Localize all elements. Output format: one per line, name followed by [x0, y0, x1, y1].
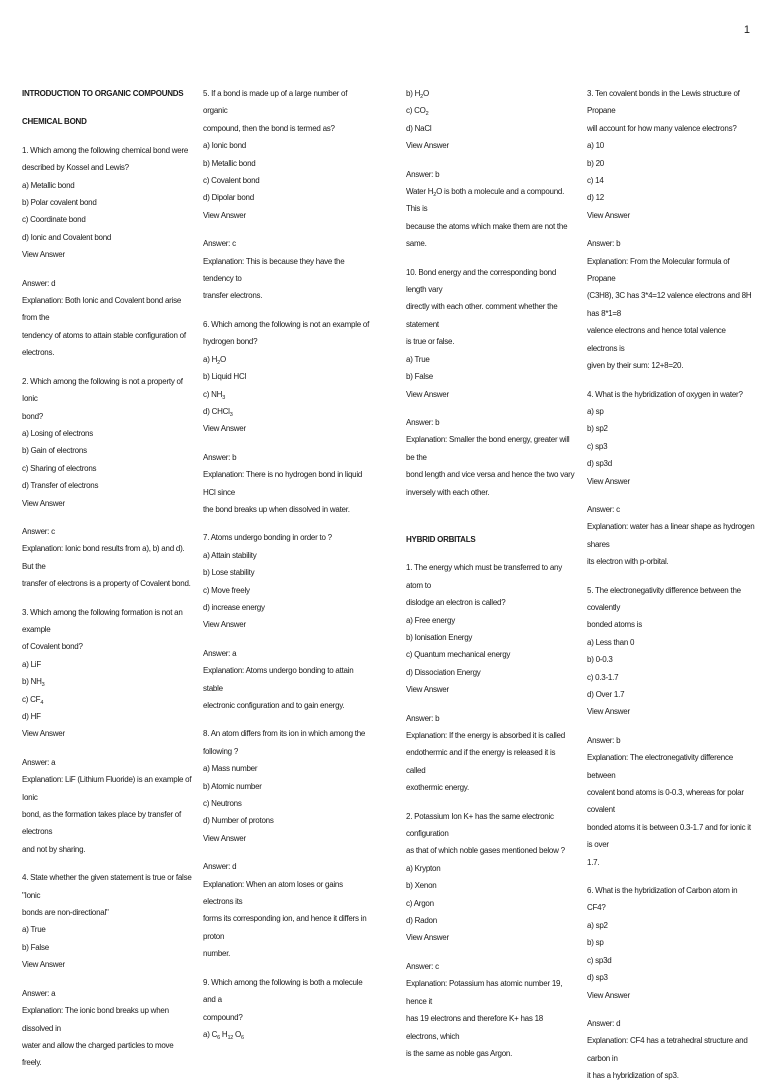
option-line: c) Covalent bond — [203, 176, 260, 186]
option-line: d) CHCl$_3$ — [203, 406, 233, 418]
option-line: a) $C_6$ $H_{12}$ $O_6$ — [203, 1029, 244, 1041]
option-line: a) Free energy — [406, 615, 455, 625]
answer-block — [587, 1015, 757, 1085]
question-line: 9. Which among the following is both a molecule and a — [203, 977, 363, 1005]
explanation-line: Explanation: CF4 has a tetrahedral structure and carbon in — [587, 1036, 748, 1063]
option-line: c) 14 — [587, 176, 604, 186]
option-line: a) Attain stability — [203, 550, 257, 560]
explanation-line: Explanation: LiF (Lithium Fluoride) is an example of Ionic — [22, 775, 192, 802]
option-line: a) Metallic bond — [22, 180, 75, 190]
option-line: a) LiF — [22, 659, 41, 669]
question-block — [406, 559, 576, 698]
option-line: b) False — [406, 372, 433, 382]
explanation-line: Explanation: Potassium has atomic number 19, hence it — [406, 979, 563, 1006]
column-4 — [587, 85, 757, 1085]
question-block — [22, 373, 192, 512]
option-line: c) Move freely — [203, 585, 250, 595]
option-line: a) 10 — [587, 141, 604, 151]
explanation-line: Explanation: Ionic bond results from a), b) and d). But the — [22, 544, 185, 571]
option-line: d) Ionic and Covalent bond — [22, 232, 112, 242]
explanation-line: Explanation: water has a linear shape as hydrogen shares — [587, 522, 755, 549]
explanation-line: Explanation: The ionic bond breaks up when dissolved in — [22, 1006, 169, 1033]
answer-line: Answer: d — [587, 1018, 621, 1028]
answer-block — [203, 645, 373, 715]
page-number: 1 — [743, 24, 750, 36]
question-line: bond? — [22, 411, 43, 421]
option-line: a) $H_2O$ — [203, 354, 226, 366]
question-line: 7. Atoms undergo bonding in order to ? — [203, 533, 332, 543]
explanation-line: transfer of electrons is a property of Covalent bond. — [22, 579, 191, 589]
question-line: 1. Which among the following chemical bond were — [22, 145, 189, 155]
explanation-line: number. — [203, 949, 231, 959]
view-answer-link[interactable]: View Answer — [22, 250, 65, 260]
explanation-line: Explanation: When an atom loses or gains electrons its — [203, 879, 343, 907]
option-line: b) Metallic bond — [203, 158, 256, 168]
answer-line: Answer: b — [406, 169, 440, 179]
answer-block — [406, 710, 576, 797]
question-line: 5. The electronegativity difference between the covalently — [587, 585, 741, 612]
explanation-line: given by their sum: 12+8=20. — [587, 361, 684, 371]
option-line: a) Less than 0 — [587, 637, 635, 647]
question-line: dislodge an electron is called? — [406, 598, 506, 608]
question-line: 4. State whether the given statement is true or false "Ionic — [22, 873, 192, 900]
question-line: 8. An atom differs from its ion in which among the — [203, 729, 366, 739]
question-block — [587, 85, 757, 224]
option-line: b) Gain of electrons — [22, 446, 87, 456]
question-block — [587, 582, 757, 721]
question-block — [203, 974, 373, 1044]
option-line: c) Neutrons — [203, 799, 242, 809]
question-line: directly with each other. comment whether the statement — [406, 302, 558, 329]
option-line: d) sp3d — [587, 459, 612, 469]
answer-block — [22, 275, 192, 362]
explanation-line: bond, as the formation takes place by transfer of electrons — [22, 810, 181, 837]
section-heading-chemical-bond: CHEMICAL BOND — [22, 117, 87, 127]
question-line: 6. What is the hybridization of Carbon atom in CF4? — [587, 886, 738, 913]
answer-line: Answer: b — [587, 239, 621, 249]
view-answer-link[interactable]: View Answer — [406, 141, 449, 151]
answer-line: Answer: a — [203, 648, 237, 658]
option-line: c) sp3d — [587, 955, 612, 965]
column-3 — [406, 85, 576, 1062]
option-line: d) Dissociation Energy — [406, 667, 481, 677]
question-block — [22, 869, 192, 973]
question-line: 6. Which among the following is not an example of — [203, 319, 370, 329]
question-line: as that of which noble gases mentioned below ? — [406, 846, 565, 856]
explanation-line: Explanation: From the Molecular formula of Propane — [587, 256, 730, 284]
answer-block — [203, 449, 373, 519]
question-line: 2. Potassium Ion K+ has the same electronic configuration — [406, 811, 554, 839]
option-line: d) HF — [22, 712, 41, 721]
explanation-line: is the same as noble gas Argon. — [406, 1048, 513, 1058]
explanation-line: Explanation: Both Ionic and Covalent bond arise from the — [22, 296, 182, 323]
option-line: d) Number of protons — [203, 816, 274, 826]
explanation-line: because the atoms which make them are not the same. — [406, 221, 568, 249]
answer-block — [203, 858, 373, 962]
view-answer-link[interactable]: View Answer — [587, 210, 630, 220]
question-line: is true or false. — [406, 337, 455, 347]
explanation-line: Explanation: This is because they have the tendency to — [203, 256, 345, 284]
explanation-line: water and allow the charged particles to move freely. — [22, 1040, 174, 1068]
explanation-line: 1.7. — [587, 857, 600, 867]
view-answer-link[interactable]: View Answer — [587, 476, 630, 486]
option-line: d) 12 — [587, 193, 604, 203]
answer-block — [406, 958, 576, 1062]
option-line: a) True — [22, 925, 46, 935]
explanation-line: Explanation: If the energy is absorbed it is called — [406, 731, 565, 740]
question-line: described by Kossel and Lewis? — [22, 163, 129, 173]
option-line: d) Transfer of electrons — [22, 481, 99, 491]
answer-block — [22, 985, 192, 1072]
answer-line: Answer: c — [22, 526, 55, 536]
option-line: a) True — [406, 354, 430, 364]
view-answer-link[interactable]: View Answer — [203, 620, 246, 630]
answer-block — [22, 523, 192, 593]
view-answer-link[interactable]: View Answer — [587, 990, 630, 1000]
option-line: b) Lose stability — [203, 568, 255, 578]
explanation-line: bonded atoms it is between 0.3-1.7 and for ionic it is over — [587, 822, 751, 850]
question-block — [22, 142, 192, 264]
option-line: a) Mass number — [203, 764, 258, 774]
option-line: c) Quantum mechanical energy — [406, 650, 511, 660]
question-line: will account for how many valence electrons? — [587, 123, 737, 133]
view-answer-link[interactable]: View Answer — [203, 424, 246, 434]
question-line: bonds are non-directional" — [22, 908, 109, 918]
question-block-continued — [406, 85, 576, 155]
option-line: d) Radon — [406, 916, 437, 926]
answer-line: Answer: b — [406, 713, 440, 723]
option-line: b) False — [22, 942, 49, 952]
answer-block — [587, 501, 757, 571]
question-line: hydrogen bond? — [203, 337, 258, 347]
explanation-line: endothermic and if the energy is released it is called — [406, 748, 556, 775]
explanation-line: electronic configuration and to gain energy. — [203, 701, 345, 710]
question-line: compound, then the bond is termed as? — [203, 123, 335, 133]
view-answer-link[interactable]: View Answer — [406, 685, 449, 695]
explanation-line: and not by sharing. — [22, 844, 86, 854]
answer-line: Answer: c — [406, 961, 439, 971]
explanation-line: the bond breaks up when dissolved in water. — [203, 504, 350, 514]
option-line: b) 20 — [587, 158, 604, 168]
option-line: c) sp3 — [587, 441, 608, 451]
option-line: c) Coordinate bond — [22, 215, 86, 225]
explanation-line: tendency of atoms to attain stable configuration of — [22, 330, 186, 340]
explanation-line: forms its corresponding ion, and hence it differs in proton — [203, 914, 367, 941]
explanation-line: has 19 electrons and therefore K+ has 18 electrons, which — [406, 1014, 543, 1041]
option-line: d) Over 1.7 — [587, 690, 625, 699]
explanation-line: (C3H8), 3C has 3*4=12 valence electrons and 8H has 8*1=8 — [587, 291, 752, 318]
option-line: b) Liquid HCl — [203, 372, 246, 382]
option-line: c) $CF_4$ — [22, 694, 44, 706]
explanation-line: Explanation: The electronegativity difference between — [587, 753, 733, 780]
option-line: a) Losing of electrons — [22, 428, 93, 438]
explanation-line: covalent bond atoms is 0-0.3, whereas for polar covalent — [587, 788, 744, 815]
question-line: 3. Which among the following formation is not an example — [22, 607, 183, 634]
answer-line: Answer: d — [203, 862, 237, 872]
question-line: 2. Which among the following is not a property of Ionic — [22, 376, 183, 404]
option-line: b) Ionisation Energy — [406, 632, 473, 642]
option-line: b) sp2 — [587, 424, 608, 434]
option-line: b) Xenon — [406, 881, 437, 891]
answer-block — [406, 414, 576, 501]
question-block — [587, 882, 757, 1004]
view-answer-link[interactable]: View Answer — [203, 210, 246, 220]
view-answer-link[interactable]: View Answer — [22, 498, 65, 508]
option-line: d) Dipolar bond — [203, 193, 254, 203]
question-line: compound? — [203, 1012, 243, 1022]
option-line: d) increase energy — [203, 602, 265, 612]
answer-line: Answer: a — [22, 988, 56, 998]
explanation-line: Explanation: Smaller the bond energy, greater will be the — [406, 435, 570, 462]
option-line: c) 0.3-1.7 — [587, 672, 619, 682]
question-line: 5. If a bond is made up of a large number of organic — [203, 89, 348, 116]
option-line: b) Polar covalent bond — [22, 198, 97, 208]
answer-line: Answer: b — [203, 452, 237, 462]
question-block — [406, 808, 576, 947]
option-line: d) sp3 — [587, 973, 608, 983]
option-line: b) $H_2O$ — [406, 89, 429, 100]
question-block — [203, 529, 373, 633]
option-line: b) $NH_3$ — [22, 677, 45, 689]
view-answer-link[interactable]: View Answer — [203, 833, 246, 843]
column-1 — [22, 85, 192, 1072]
column-2 — [203, 85, 373, 1043]
answer-line: Answer: c — [587, 504, 620, 514]
view-answer-link[interactable]: View Answer — [22, 960, 65, 970]
question-line: 4. What is the hybridization of oxygen in water? — [587, 389, 743, 399]
explanation-line: exothermic energy. — [406, 783, 469, 793]
question-line: bonded atoms is — [587, 620, 642, 630]
option-line: a) Krypton — [406, 863, 441, 873]
option-line: c) Sharing of electrons — [22, 463, 97, 473]
option-line: b) Atomic number — [203, 781, 262, 791]
question-block — [587, 386, 757, 490]
explanation-line: bond length and vice versa and hence the two vary — [406, 470, 575, 480]
answer-line: Answer: d — [22, 278, 56, 288]
question-line: following ? — [203, 746, 239, 756]
explanation-line: electrons. — [22, 348, 55, 358]
question-block — [203, 725, 373, 847]
answer-block — [22, 754, 192, 858]
explanation-line: Explanation: There is no hydrogen bond in liquid HCl since — [203, 470, 363, 497]
option-line: c) $NH_3$ — [203, 389, 226, 401]
view-answer-link[interactable]: View Answer — [22, 729, 65, 739]
option-line: b) sp — [587, 938, 604, 948]
section-heading-hybrid-orbitals: HYBRID ORBITALS — [406, 534, 476, 544]
option-line: a) sp2 — [587, 920, 608, 930]
explanation-line: its electron with p-orbital. — [587, 557, 669, 567]
option-line: c) $CO_2$ — [406, 106, 429, 118]
explanation-line: Water $H_2O$ is both a molecule and a compound. This is — [406, 187, 565, 214]
answer-line: Answer: c — [203, 239, 236, 249]
question-line: 10. Bond energy and the corresponding bond length vary — [406, 267, 557, 295]
question-line: of Covalent bond? — [22, 642, 83, 652]
question-block — [22, 604, 192, 743]
view-answer-link[interactable]: View Answer — [406, 389, 449, 399]
answer-line: Answer: a — [22, 757, 56, 767]
option-line: d) NaCl — [406, 123, 432, 133]
explanation-line: it has a hybridization of sp3. — [587, 1071, 679, 1081]
answer-block — [406, 166, 576, 253]
question-line: 3. Ten covalent bonds in the Lewis structure of Propane — [587, 89, 740, 116]
document-title: INTRODUCTION TO ORGANIC COMPOUNDS — [22, 89, 184, 98]
answer-block — [587, 235, 757, 374]
question-line: 1. The energy which must be transferred to any atom to — [406, 563, 562, 590]
explanation-line: Explanation: Atoms undergo bonding to attain stable — [203, 666, 354, 693]
option-line: c) Argon — [406, 898, 434, 908]
explanation-line: transfer electrons. — [203, 291, 263, 301]
view-answer-link[interactable]: View Answer — [406, 933, 449, 943]
view-answer-link[interactable]: View Answer — [587, 707, 630, 717]
option-line: b) 0-0.3 — [587, 655, 613, 665]
option-line: a) Ionic bond — [203, 141, 247, 151]
question-block — [203, 85, 373, 224]
answer-block — [203, 235, 373, 305]
question-block — [203, 316, 373, 438]
answer-block — [587, 732, 757, 871]
answer-line: Answer: b — [587, 735, 621, 745]
option-line: a) sp — [587, 406, 604, 416]
question-block — [406, 264, 576, 403]
explanation-line: inversely with each other. — [406, 487, 490, 497]
answer-line: Answer: b — [406, 417, 440, 427]
explanation-line: valence electrons and hence total valence electrons is — [587, 326, 726, 353]
